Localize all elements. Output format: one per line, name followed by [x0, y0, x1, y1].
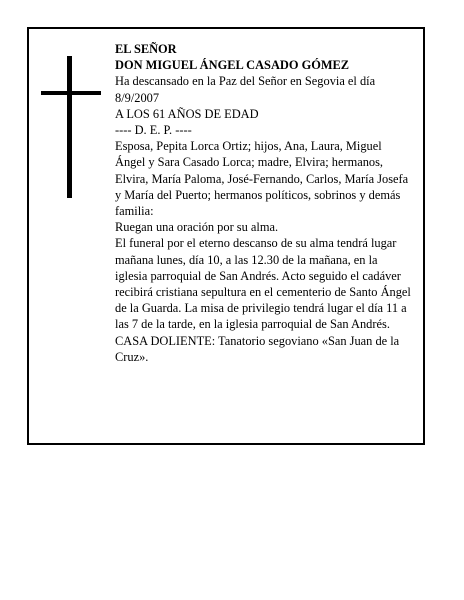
funeral-home: CASA DOLIENTE: Tanatorio segoviano «San Juan de la Cruz».: [115, 333, 400, 364]
deceased-name: DON MIGUEL ÁNGEL CASADO GÓMEZ: [115, 58, 350, 73]
rip-line: ---- D. E. P. ----: [115, 123, 192, 138]
death-announcement: Ha descansado en la Paz del Señor en Segovia el día 8/9/2007: [115, 74, 376, 105]
family-list: Esposa, Pepita Lorca Ortiz; hijos, Ana, Laura, Miguel Ángel y Sara Casado Lorca; madre, Elvira; hermanos, Elvira, María Paloma, José-Fernando, Carlos, María Josefa y María del Puerto; hermanos políticos, sobrinos y demás familia:: [115, 139, 409, 219]
cross-vertical-bar: [67, 56, 72, 198]
cross-icon: [41, 56, 101, 198]
notice-title: EL SEÑOR: [115, 42, 177, 56]
age-line: A LOS 61 AÑOS DE EDAD: [115, 106, 259, 121]
prayer-request: Ruegan una oración por su alma.: [115, 220, 279, 235]
obituary-notice: [27, 27, 425, 445]
cross-horizontal-bar: [41, 91, 101, 95]
notice-text: [115, 41, 411, 365]
funeral-details: El funeral por el eterno descanso de su alma tendrá lugar mañana lunes, día 10, a las 12.30 de la mañana, en la iglesia parroquial de San Andrés. Acto seguido el cadáver recibirá cristiana sepultura en el cementerio de Santo Ángel de la Guarda. La misa de privilegio tendrá lugar el día 11 a las 7 de la tarde, en la iglesia parroquial de San Andrés.: [115, 236, 411, 332]
